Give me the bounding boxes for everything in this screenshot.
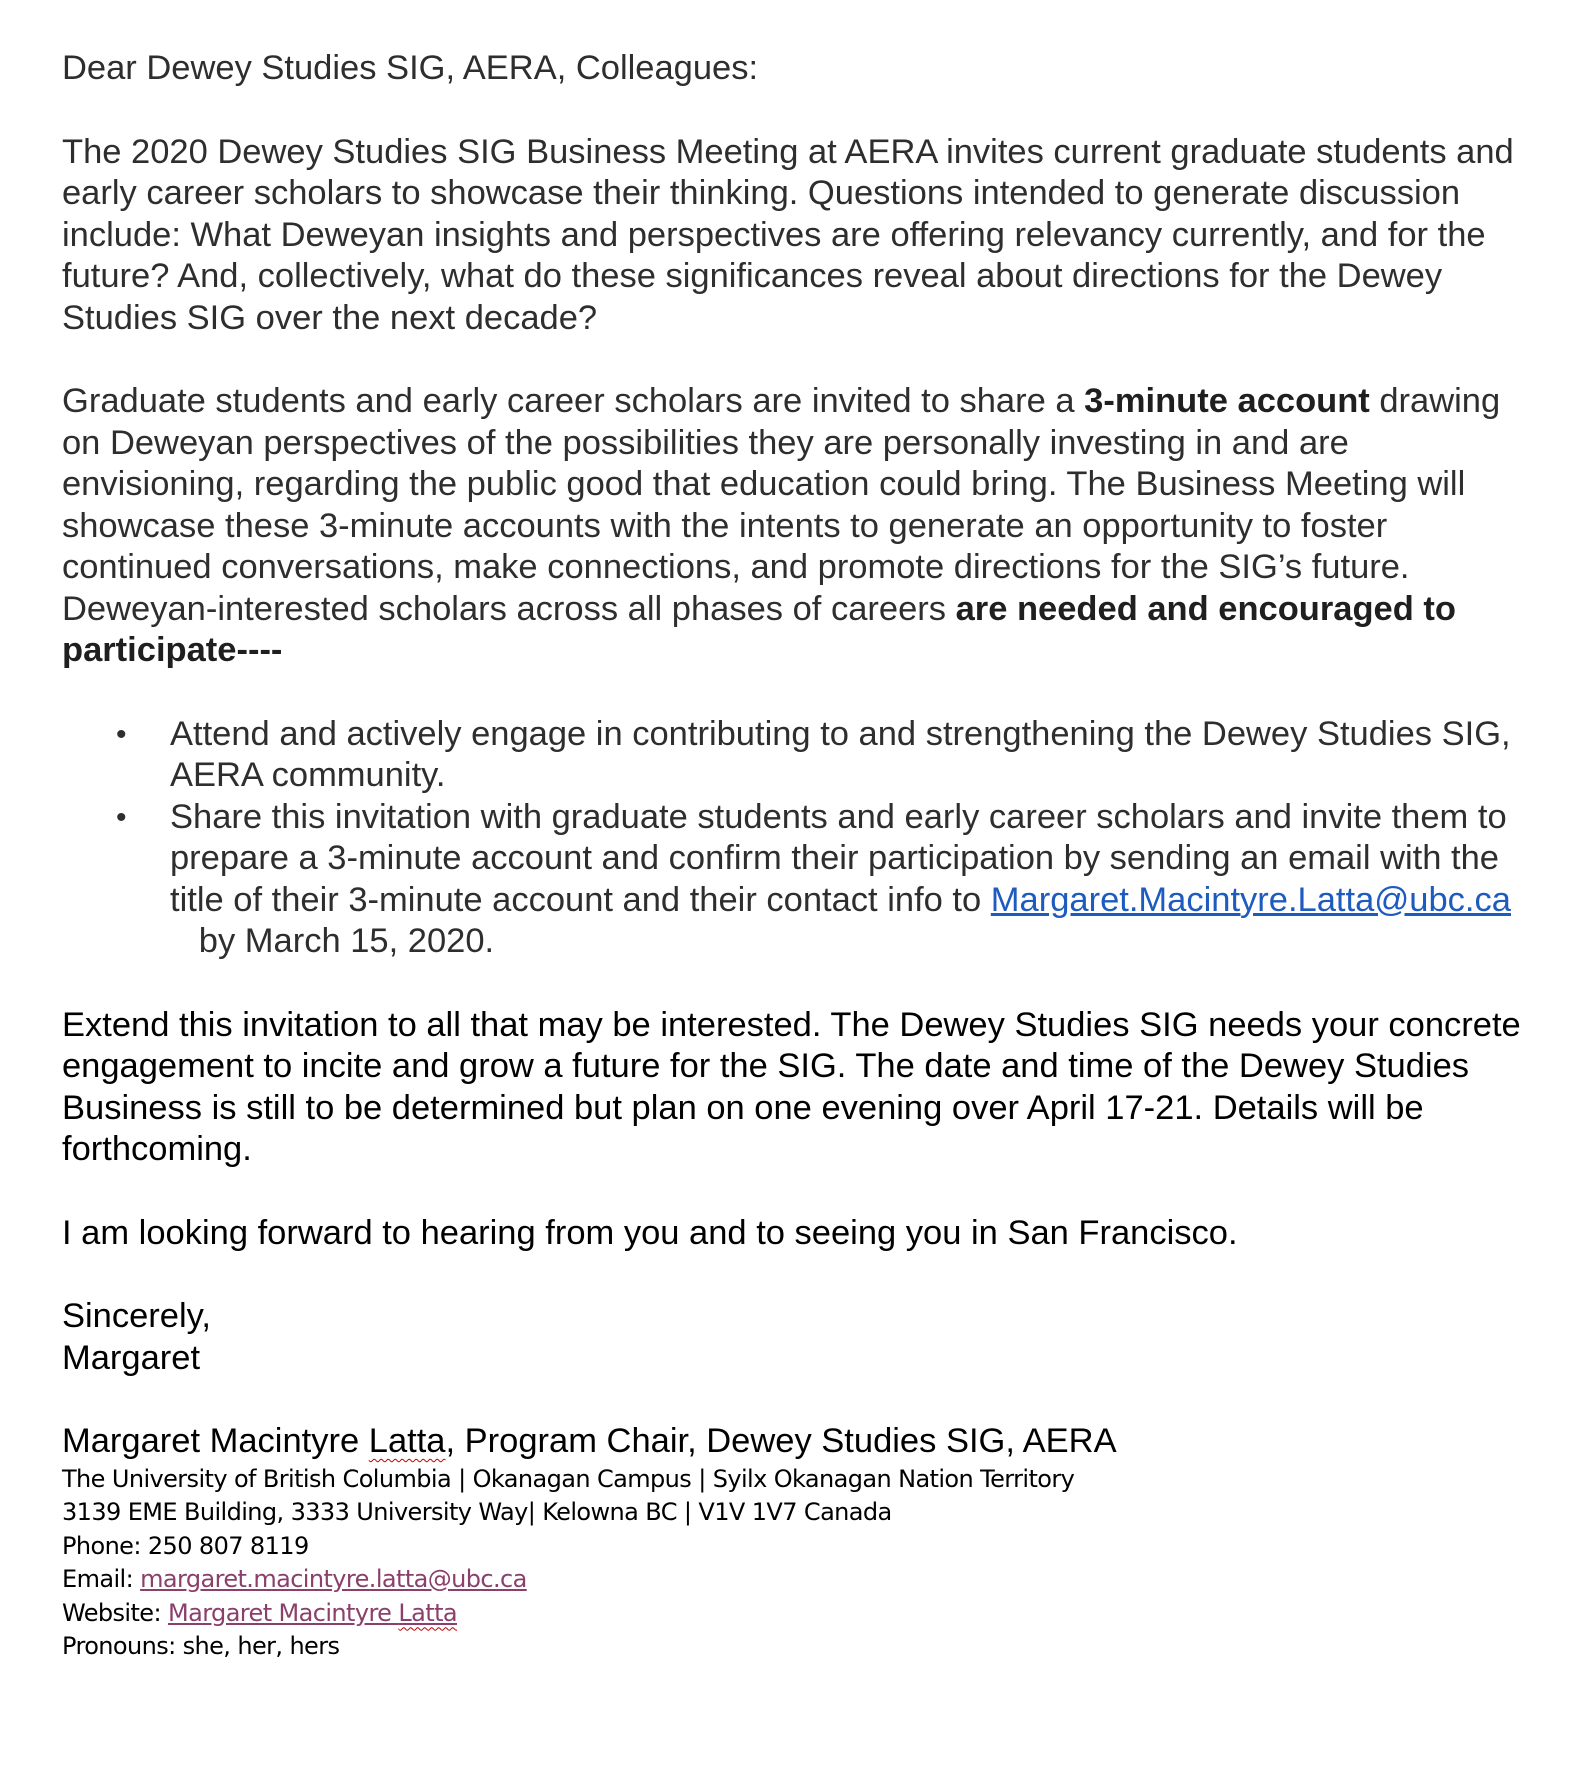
paragraph-details <box>62 381 1532 672</box>
bold-needed-encouraged: are needed and encouraged to participate---- <box>62 589 1456 669</box>
list-item-text: Attend and actively engage in contributing to and strengthening the Dewey Studies SIG, AERA community. <box>170 714 1511 794</box>
signature-title: , Program Chair, Dewey Studies SIG, AERA <box>445 1422 1117 1460</box>
closing <box>62 1296 1532 1379</box>
signature-surname: Latta <box>368 1422 446 1460</box>
signature-website-link[interactable] <box>168 1599 457 1627</box>
bullet-list <box>62 714 1532 963</box>
signature-address: 3139 EME Building, 3333 University Way| Kelowna BC | V1V 1V7 Canada <box>62 1498 892 1526</box>
signature-name: Margaret Macintyre <box>62 1422 369 1460</box>
paragraph-details-middle: drawing on Deweyan perspectives of the possibilities they are personally investing in and are envisioning, regarding the public good that education could bring. The Business Meeting will showcase these 3-minute accounts with the intents to generate an opportunity to foster continued conversations, make connections, and promote directions for the SIG’s future. Deweyan-interested scholars across all phases of careers <box>62 382 1501 628</box>
list-item <box>62 714 1532 797</box>
signature-phone: Phone: 250 807 8119 <box>62 1531 309 1560</box>
paragraph-invitation: The 2020 Dewey Studies SIG Business Meeting at AERA invites current graduate students and early career scholars to showcase their thinking. Questions intended to generate discussion include: What Deweyan insights and perspectives are offering relevancy currently, and for the future? And, collectively, what do these significances reveal about directions for the Dewey Studies SIG over the next decade? <box>62 132 1514 337</box>
bullet-icon: • <box>116 717 127 751</box>
signature-email-link[interactable]: margaret.macintyre.latta@ubc.ca <box>140 1565 527 1593</box>
greeting: Dear Dewey Studies SIG, AERA, Colleagues: <box>62 49 759 87</box>
signature-website-label: Website: <box>62 1598 168 1627</box>
signature-website-line <box>62 1597 1532 1631</box>
letter-document <box>62 48 1532 1664</box>
signature-pronouns: Pronouns: she, her, hers <box>62 1632 340 1660</box>
signer-first-name: Margaret <box>62 1338 201 1377</box>
bold-three-minute-account: 3-minute account <box>1084 382 1370 420</box>
signature-details <box>62 1463 1532 1664</box>
email-link[interactable]: Margaret.Macintyre.Latta@ubc.ca <box>990 880 1511 919</box>
signature-institution: The University of British Columbia | Okanagan Campus | Syilx Okanagan Nation Territory <box>62 1464 1075 1493</box>
signature-name-line <box>62 1421 1532 1463</box>
paragraph-extend: Extend this invitation to all that may be interested. The Dewey Studies SIG needs your concrete engagement to incite and grow a future for the SIG. The date and time of the Dewey Studies Business is still to be determined but plan on one evening over April 17-21. Details will be forthcoming. <box>62 1005 1521 1168</box>
signature-email-line <box>62 1563 1532 1597</box>
paragraph-details-lead: Graduate students and early career scholars are invited to share a <box>62 382 1085 420</box>
signature-email-label: Email: <box>62 1565 141 1593</box>
paragraph-looking-forward: I am looking forward to hearing from you and to seeing you in San Francisco. <box>62 1213 1238 1252</box>
list-item-text: Share this invitation with graduate students and early career scholars and invite them to prepare a 3-minute account and confirm their participation by sending an email with the title of their 3-minute account and their contact info to <box>170 797 1507 919</box>
deadline-text: by March 15, 2020. <box>170 922 495 960</box>
bullet-icon: • <box>116 800 127 834</box>
website-link-first: Margaret Macintyre <box>168 1598 399 1627</box>
website-link-last: Latta <box>398 1598 457 1627</box>
list-item <box>62 797 1532 963</box>
closing-salutation: Sincerely, <box>62 1297 211 1335</box>
email-signature <box>62 1421 1532 1664</box>
